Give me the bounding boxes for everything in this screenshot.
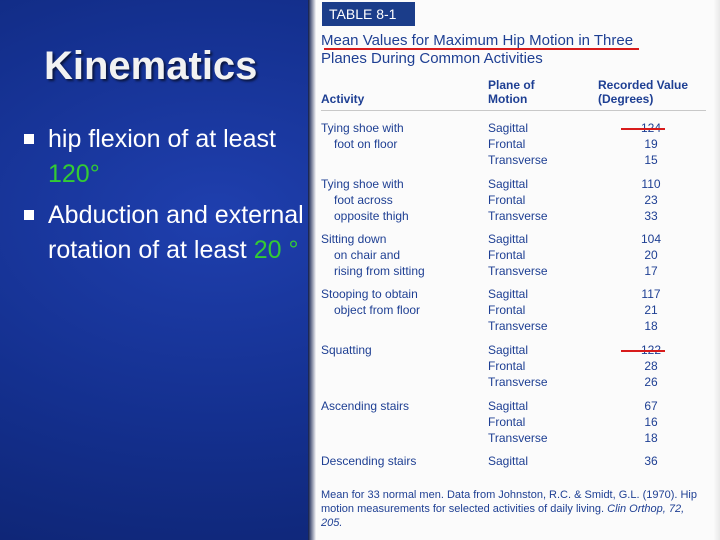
value-cell bbox=[621, 176, 681, 224]
plane-value: Sagittal bbox=[488, 399, 529, 413]
activity-line: foot on floor bbox=[334, 137, 398, 151]
activity-line: Squatting bbox=[321, 343, 372, 357]
square-bullet-icon bbox=[24, 210, 34, 220]
plane-cell bbox=[488, 176, 588, 224]
activity-line: object from floor bbox=[334, 303, 421, 317]
recorded-value: 18 bbox=[644, 319, 658, 333]
plane-value: Transverse bbox=[488, 153, 548, 167]
bullet-item-1 bbox=[22, 122, 312, 192]
plane-cell bbox=[488, 286, 588, 334]
recorded-value: 28 bbox=[644, 359, 658, 373]
plane-value: Transverse bbox=[488, 431, 548, 445]
recorded-value: 110 bbox=[641, 177, 661, 191]
plane-value: Frontal bbox=[488, 359, 526, 373]
recorded-value: 104 bbox=[640, 232, 662, 246]
recorded-value: 18 bbox=[644, 431, 658, 445]
activity-line: Stooping to obtain bbox=[321, 287, 418, 301]
recorded-value: 33 bbox=[644, 209, 658, 223]
activity-line: on chair and bbox=[334, 248, 401, 262]
bullet-highlight: 20 ° bbox=[253, 236, 299, 264]
plane-cell bbox=[488, 120, 588, 168]
recorded-value: 26 bbox=[644, 375, 658, 389]
plane-value: Sagittal bbox=[488, 454, 529, 468]
plane-value: Frontal bbox=[488, 415, 526, 429]
activity-cell bbox=[321, 286, 481, 318]
bullet-text: Abduction and external rotation of at least bbox=[48, 201, 304, 264]
activity-line: Descending stairs bbox=[321, 454, 417, 468]
recorded-value: 67 bbox=[644, 399, 658, 413]
plane-value: Sagittal bbox=[488, 232, 529, 246]
recorded-value: 20 bbox=[644, 248, 658, 262]
header-plane: Plane of Motion bbox=[488, 78, 535, 106]
plane-value: Sagittal bbox=[488, 287, 529, 301]
activity-cell bbox=[321, 231, 481, 279]
activity-line: Tying shoe with bbox=[321, 177, 404, 191]
table-number-label: TABLE 8-1 bbox=[322, 2, 415, 26]
value-underline-annotation bbox=[621, 350, 665, 352]
recorded-value: 21 bbox=[644, 303, 658, 317]
header-activity: Activity bbox=[321, 92, 365, 106]
activity-cell bbox=[321, 120, 481, 152]
activity-line: Tying shoe with bbox=[321, 121, 404, 135]
recorded-value: 19 bbox=[644, 137, 658, 151]
header-value: Recorded Value (Degrees) bbox=[598, 78, 689, 106]
header-rule bbox=[321, 110, 706, 111]
activity-cell bbox=[321, 342, 481, 358]
activity-line: Sitting down bbox=[321, 232, 387, 246]
plane-value: Transverse bbox=[488, 264, 548, 278]
recorded-value: 23 bbox=[644, 193, 658, 207]
plane-value: Sagittal bbox=[488, 343, 529, 357]
plane-value: Frontal bbox=[488, 303, 526, 317]
plane-cell bbox=[488, 342, 588, 390]
bullet-list bbox=[22, 122, 312, 274]
plane-value: Transverse bbox=[488, 319, 548, 333]
table-title: Mean Values for Maximum Hip Motion in Three Planes During Common Activities bbox=[321, 32, 634, 67]
recorded-value: 122 bbox=[640, 343, 662, 357]
activity-line: rising from sitting bbox=[334, 264, 425, 278]
table-page bbox=[316, 0, 714, 540]
recorded-value: 17 bbox=[644, 264, 658, 278]
activity-line: Ascending stairs bbox=[321, 399, 410, 413]
bullet-text: hip flexion of at least bbox=[48, 125, 276, 153]
plane-value: Sagittal bbox=[488, 177, 529, 191]
footnote-main: Mean for 33 normal men. Data from Johnston, R.C. & Smidt, G.L. (1970). Hip motion measurements for selected activities of daily living. bbox=[321, 489, 697, 515]
square-bullet-icon bbox=[24, 134, 34, 144]
activity-cell bbox=[321, 453, 481, 469]
plane-value: Frontal bbox=[488, 137, 526, 151]
recorded-value: 117 bbox=[641, 287, 661, 301]
title-underline-annotation bbox=[324, 48, 639, 50]
footnote-journal: Clin Orthop, 72, 205. bbox=[321, 503, 685, 529]
value-cell bbox=[621, 398, 681, 446]
table-footnote bbox=[321, 488, 706, 530]
recorded-value: 15 bbox=[644, 153, 658, 167]
bullet-highlight: 120° bbox=[48, 160, 100, 188]
recorded-value: 124 bbox=[640, 121, 662, 135]
activity-line: opposite thigh bbox=[334, 209, 409, 223]
slide-title: Kinematics bbox=[44, 44, 258, 88]
plane-value: Sagittal bbox=[488, 121, 529, 135]
value-cell bbox=[621, 286, 681, 334]
plane-value: Frontal bbox=[488, 193, 526, 207]
activity-cell bbox=[321, 176, 481, 224]
plane-value: Frontal bbox=[488, 248, 526, 262]
scanned-table-image bbox=[308, 0, 720, 540]
plane-cell bbox=[488, 398, 588, 446]
recorded-value: 36 bbox=[644, 454, 658, 468]
value-cell bbox=[621, 453, 681, 469]
plane-cell bbox=[488, 231, 588, 279]
bullet-item-2 bbox=[22, 198, 312, 268]
plane-value: Transverse bbox=[488, 209, 548, 223]
plane-cell bbox=[488, 453, 588, 469]
activity-line: foot across bbox=[334, 193, 393, 207]
value-underline-annotation bbox=[621, 128, 665, 130]
value-cell bbox=[621, 231, 681, 279]
recorded-value: 16 bbox=[644, 415, 658, 429]
activity-cell bbox=[321, 398, 481, 414]
plane-value: Transverse bbox=[488, 375, 548, 389]
